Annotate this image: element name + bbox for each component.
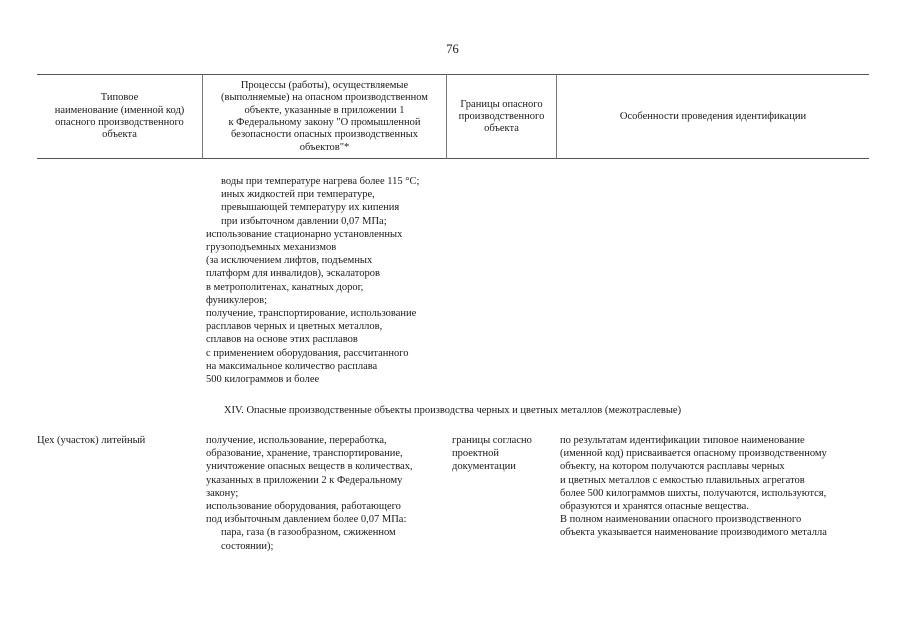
process-line: иных жидкостей при температуре, [221, 189, 375, 201]
header-line: безопасности опасных производственных [230, 129, 419, 141]
table-header-bottom-rule [37, 158, 869, 159]
process-line: сплавов на основе этих расплавов [206, 334, 358, 346]
row-boundaries [452, 434, 532, 474]
feature-line: объекту, на котором получаются расплавы черных [560, 461, 785, 473]
row-object-name: Цех (участок) литейный [37, 435, 146, 446]
row-features [560, 434, 827, 540]
header-line: производственного [458, 110, 545, 122]
page-number: 76 [446, 42, 459, 56]
process-line: платформ для инвалидов), эскалаторов [206, 268, 380, 280]
feature-line: (именной код) присваивается опасному производственному [560, 448, 827, 460]
process-line: получение, транспортирование, использование [206, 308, 417, 320]
header-line: Типовое [100, 92, 139, 104]
header-object-name [37, 76, 202, 158]
process-line: под избыточным давлением более 0,07 МПа: [206, 514, 407, 526]
process-line: с применением оборудования, рассчитанного [206, 347, 409, 359]
header-processes-text [221, 80, 428, 154]
feature-line: объекта указывается наименование производимого металла [560, 527, 827, 539]
section-title: XIV. Опасные производственные объекты производства черных и цветных металлов (межотраслевые) [223, 405, 682, 416]
header-line: Процессы (работы), осуществляемые [240, 80, 409, 92]
process-line: на максимальное количество расплава [206, 360, 378, 372]
process-line: при избыточном давлении 0,07 МПа; [221, 215, 387, 227]
table-top-rule [37, 74, 869, 75]
header-line: объекте, указанные в приложении 1 [244, 104, 405, 116]
header-boundaries [447, 76, 556, 158]
header-features-text: Особенности проведения идентификации [619, 110, 807, 122]
process-line: закону; [206, 487, 239, 499]
feature-line: и цветных металлов с емкостью плавильных агрегатов [560, 474, 805, 486]
process-line: получение, использование, переработка, [206, 435, 387, 446]
feature-line: В полном наименовании опасного производственного [560, 514, 802, 526]
header-processes [203, 76, 446, 158]
header-line: Границы опасного [460, 98, 543, 110]
boundary-line: проектной [452, 448, 499, 460]
process-line: 500 килограммов и более [206, 374, 320, 386]
process-line: (за исключением лифтов, подъемных [206, 255, 373, 267]
process-line: указанных в приложении 2 к Федеральному [206, 474, 403, 486]
header-features [557, 76, 869, 158]
header-line: объектов"* [299, 141, 350, 153]
process-line: превышающей температуру их кипения [221, 202, 400, 214]
header-line: объекта [102, 129, 137, 141]
boundary-line: документации [452, 461, 516, 473]
process-line: образование, хранение, транспортирование, [206, 448, 403, 460]
header-line: наименование (именной код) [54, 104, 185, 116]
process-line: использование оборудования, работающего [206, 501, 401, 513]
processes-continuation [206, 175, 419, 386]
process-line: расплавов черных и цветных металлов, [206, 321, 383, 333]
process-line: пара, газа (в газообразном, сжиженном [221, 527, 396, 539]
header-boundaries-text [459, 99, 545, 136]
header-line: опасного производственного [55, 117, 184, 128]
process-line: уничтожение опасных веществ в количествах, [206, 461, 413, 473]
process-line: фуникулеров; [206, 294, 268, 306]
process-line: в метрополитенах, канатных дорог, [206, 281, 364, 293]
row-processes [206, 434, 413, 553]
header-line: объекта [484, 123, 519, 135]
feature-line: более 500 килограммов шихты, получаются, используются, [560, 487, 827, 499]
process-line: грузоподъемных механизмов [206, 242, 337, 254]
boundary-line: границы согласно [452, 435, 532, 446]
header-line: к Федеральному закону "О промышленной [228, 117, 421, 128]
header-object-name-text [55, 92, 185, 141]
process-line: воды при температуре нагрева более 115 °C; [221, 176, 420, 187]
process-line: состоянии); [221, 540, 274, 552]
feature-line: образуются и хранятся опасные вещества. [560, 501, 749, 513]
process-line: использование стационарно установленных [206, 228, 403, 240]
header-line: (выполняемые) на опасном производственном [221, 92, 428, 104]
feature-line: по результатам идентификации типовое наименование [560, 435, 805, 446]
